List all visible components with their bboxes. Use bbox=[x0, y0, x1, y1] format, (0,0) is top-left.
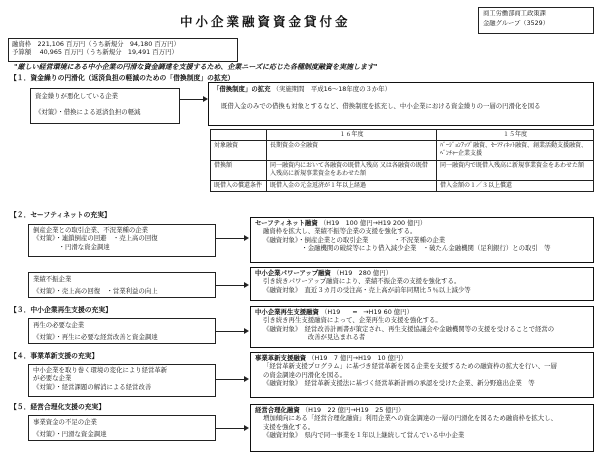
section2-right-line: 《融資対象》 直近３カ月の受注高・売上高が前年同期比５％以上減少等 bbox=[263, 285, 471, 294]
table-row bbox=[211, 180, 594, 191]
section5-right-line: 《融資対象》 県内で同一事業を１年以上継続して営んでいる中小企業 bbox=[263, 430, 465, 439]
section4-left-line: 《対策》・経営課題の解消による経営改善 bbox=[33, 382, 152, 391]
table-cell: 同一融資内において各融資の既借入残高 又は各融資の既借入残高に新規事業資金をあわせた額 bbox=[267, 160, 437, 180]
section4-left-line: が必要な企業 bbox=[33, 374, 72, 383]
comparison-table bbox=[210, 129, 594, 192]
section4-right-line: の資金調達の円滑化を図る。 bbox=[263, 370, 347, 379]
table-cell: 借入金額の１／３以上償還 bbox=[437, 180, 594, 191]
section1-right-text: 既借入金のみでの借換も対象とするなど、借換制度を拡充し、中小企業における資金繰りの一層の円滑化を図る bbox=[221, 102, 541, 111]
section4-right-line: 《融資対象》 経営革新支援法に基づく経営革新計画の承認を受けた企業、新分野進出企業 等 bbox=[263, 378, 535, 387]
connector-line bbox=[216, 238, 246, 239]
department-box bbox=[478, 7, 594, 34]
section2-left-line: 《対策》・売上高の回復 ・営業利益の向上 bbox=[33, 287, 158, 296]
column-header: １６年度 bbox=[267, 130, 437, 141]
table-cell: ﾊﾞｰｼﾞｮﾝｱｯﾌﾟ融資、ｾｰﾌﾃｨﾈｯﾄ融資、創業活動支援融資、ﾍﾞﾝﾁｬｰ企業支援 bbox=[437, 140, 594, 160]
section1-right-period: （実施期間 平成16～18年度の３か年） bbox=[272, 85, 392, 93]
section5-left-line: 《対策》・円滑な資金調達 bbox=[33, 430, 107, 439]
budget-box bbox=[8, 38, 238, 62]
row-label: 既借入の償還条件 bbox=[211, 180, 267, 191]
section2-left-box-1 bbox=[28, 224, 216, 257]
arrow-icon bbox=[244, 425, 249, 431]
table-cell: 長期資金の全融資 bbox=[267, 140, 437, 160]
section3-right-line: 改善が見込まれる者 bbox=[263, 332, 366, 341]
section4-right-amount: （H19 7 億円→H19 10 億円） bbox=[308, 354, 407, 362]
section2-left-line: 倒産企業との取引企業、不況業種の企業 bbox=[33, 226, 149, 234]
section2-right-amount: （H19 100 億円→H19 200 億円） bbox=[319, 219, 427, 227]
section2-right-line: 融資枠を拡大し、業績不振等企業の支援を強化する。 bbox=[263, 227, 417, 236]
section2-right-amount: （H19 280 億円） bbox=[332, 269, 393, 277]
section2-heading: 【２．セーフティネットの充実】 bbox=[10, 211, 111, 219]
table-row bbox=[211, 160, 594, 180]
section5-heading: 【５．経営合理化支援の充実】 bbox=[10, 403, 106, 411]
section5-right-amount: （H19 22 億円→H19 25 億円） bbox=[301, 406, 405, 414]
section1-left-box bbox=[30, 88, 180, 124]
section3-right-box bbox=[250, 306, 594, 348]
row-label: 借換額 bbox=[211, 160, 267, 180]
connector-line bbox=[180, 99, 205, 100]
section1-left-target: 《対策》・借換による返済負担の軽減 bbox=[35, 108, 141, 117]
section4-right-line: 「経営革新支援プログラム」に基づき経営革新を図る企業を支援するための融資枠の拡大を行い、一層 bbox=[263, 362, 557, 371]
section2-right-box-2 bbox=[250, 267, 594, 301]
section1-left-title: 資金繰りが悪化している企業 bbox=[35, 92, 119, 100]
connector-line bbox=[216, 379, 246, 380]
connector-line bbox=[216, 331, 246, 332]
arrow-icon bbox=[244, 282, 249, 288]
department-group: 金融グループ（3529） bbox=[483, 20, 549, 28]
section3-right-line: 引き続き再生支援融資によって、企業再生の支援を強化する。 bbox=[263, 316, 442, 325]
section3-right-title: 中小企業再生支援融資 bbox=[255, 308, 319, 316]
section1-heading: 【１．資金繰りの円滑化（返済負担の軽減のための「借換制度」の拡充） bbox=[10, 74, 235, 82]
connector-line bbox=[216, 285, 246, 286]
section1-right-title: 「借換制度」の拡充 bbox=[213, 85, 271, 93]
section2-left-box-2 bbox=[28, 272, 216, 298]
section4-heading: 【４．事業革新支援の充実】 bbox=[10, 352, 99, 360]
arrow-icon bbox=[244, 328, 249, 334]
arrow-icon bbox=[244, 376, 249, 382]
section3-left-line: 《対策》・再生に必要な経営改善と資金調達 bbox=[33, 333, 158, 342]
section2-right-title: セーフティネット融資 bbox=[255, 219, 318, 227]
section2-left-line: ・円滑な資金調達 bbox=[33, 242, 110, 251]
section4-left-line: 中小企業を取り巻く環境の変化により経営革新 bbox=[33, 366, 168, 374]
section2-right-line: 《融資対象》・倒産企業との取引企業 ・不況業種の企業 bbox=[263, 235, 446, 244]
section3-left-box bbox=[28, 318, 216, 344]
section5-right-box bbox=[250, 404, 594, 452]
section4-right-title: 事業革新支援融資 bbox=[255, 354, 307, 362]
budget-framework: 融資枠 221,106 百万円（うち新規分 94,180 百万円） bbox=[12, 40, 180, 48]
table-row bbox=[211, 140, 594, 160]
section3-left-line: 再生の必要な企業 bbox=[33, 321, 85, 329]
section2-left-line: 業績不振企業 bbox=[33, 275, 72, 283]
section5-right-line: 支援を強化する。 bbox=[263, 422, 315, 431]
section3-right-line: 《融資対象》 経営改善計画書が策定され、再生支援協議会や金融機関等の支援を受けることで経営の bbox=[263, 324, 555, 333]
section5-right-line: 増加傾向にある「経営合理化融資」利用企業への資金調達の一層の円滑化を図るため融資枠を拡大し、 bbox=[263, 414, 557, 423]
section2-right-box-1 bbox=[250, 217, 594, 263]
section3-heading: 【３．中小企業再生支援の充実】 bbox=[10, 306, 112, 314]
section5-left-box bbox=[28, 415, 216, 441]
section4-left-box bbox=[28, 364, 216, 397]
section2-left-line: 《対策》・連鎖倒産の回避 ・売上高の回復 bbox=[33, 234, 158, 243]
budget-amount: 予算額 40,965 百万円（うち新規分 19,491 百万円） bbox=[12, 48, 178, 57]
column-header: １５年度 bbox=[437, 130, 594, 141]
section2-right-title: 中小企業パワーアップ融資 bbox=[255, 269, 331, 277]
table-cell: 同一融資内で既借入残高に新規事業資金をあわせた額 bbox=[437, 160, 594, 180]
section2-right-line: ・金融機関の破綻等により借入減少企業 ・破たん金融機関（足利銀行）との取引 等 bbox=[263, 243, 551, 252]
section4-right-box bbox=[250, 352, 594, 398]
table-cell: 既借入金の元金返済が１年以上経過 bbox=[267, 180, 437, 191]
section3-right-amount: （H19 ━ →H19 60 億円） bbox=[320, 308, 413, 316]
department-name: 商工労働部商工政策課 bbox=[483, 10, 546, 17]
connector-line bbox=[216, 428, 246, 429]
section2-right-line: 引き続きパワーアップ融資により、業績不振企業の支援を強化する。 bbox=[263, 277, 461, 286]
row-label: 対象融資 bbox=[211, 140, 267, 160]
section5-left-line: 事業資金の不足の企業 bbox=[33, 418, 97, 426]
section1-right-box bbox=[208, 82, 594, 126]
lead-statement: "厳しい経営環境にある中小企業の円滑な資金調達を支援するため、企業ニーズに応じた各種制度融資を実施します" bbox=[14, 63, 378, 71]
arrow-icon bbox=[244, 235, 249, 241]
page-title: 中小企業融資資金貸付金 bbox=[180, 14, 351, 29]
section5-right-title: 経営合理化融資 bbox=[255, 406, 300, 414]
table-header-row bbox=[211, 130, 594, 141]
